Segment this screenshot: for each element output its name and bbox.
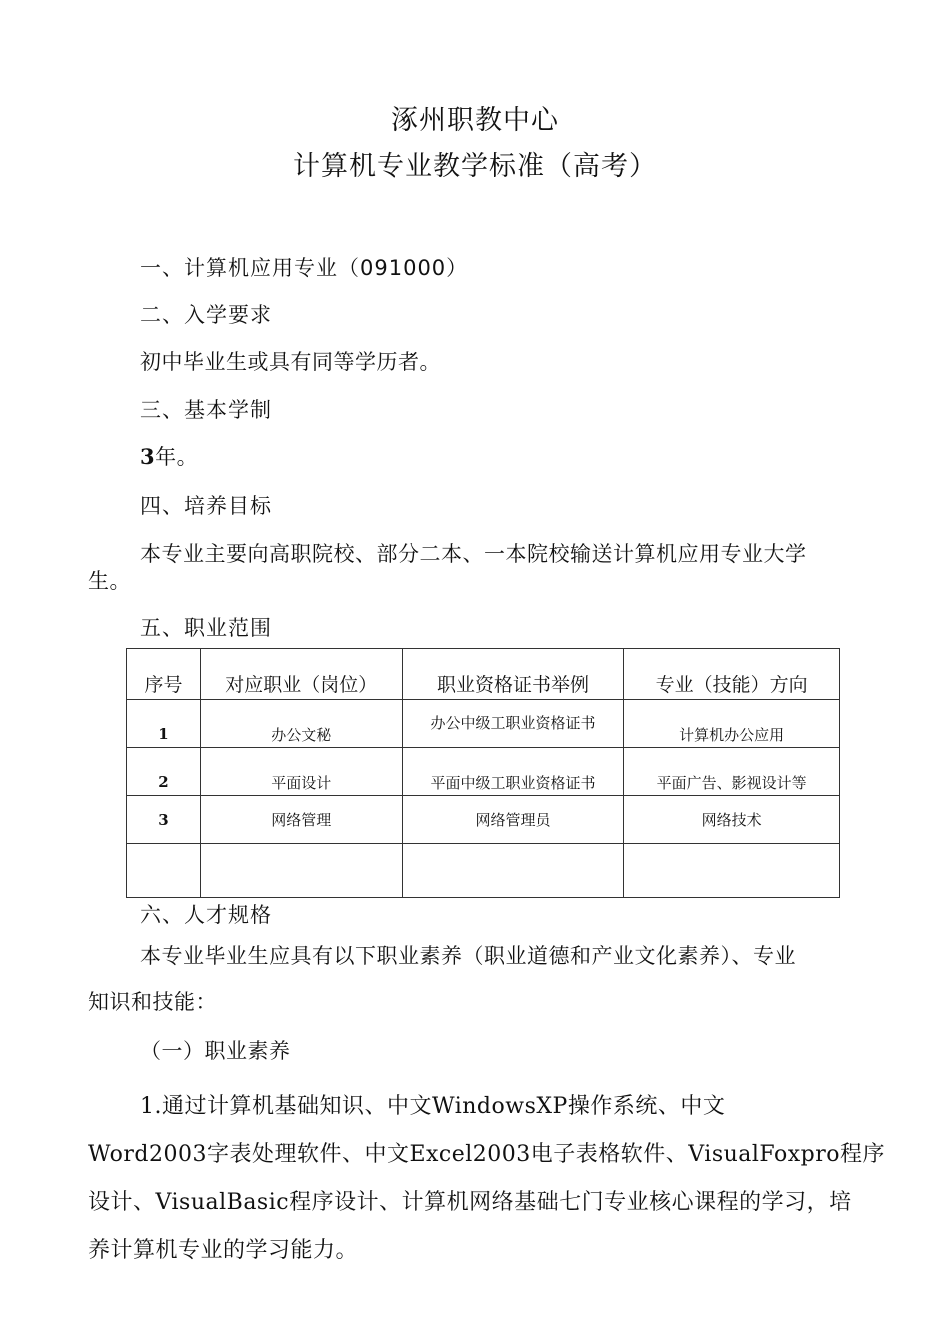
table-cell: 网络管理	[200, 796, 402, 844]
section-heading-5: 五、职业范围	[140, 616, 272, 640]
paragraph-line: 设计、VisualBasic程序设计、计算机网络基础七门专业核心课程的学习，培	[88, 1190, 852, 1215]
section-2-body: 初中毕业生或具有同等学历者。	[140, 350, 441, 374]
table-cell: 计算机办公应用	[624, 700, 840, 748]
section-6-body-line1: 本专业毕业生应具有以下职业素养（职业道德和产业文化素养）、专业	[140, 944, 796, 968]
document-title-line2: 计算机专业教学标准（高考）	[293, 151, 657, 182]
table-cell: 平面设计	[200, 748, 402, 796]
section-6-body-line2: 知识和技能：	[88, 990, 217, 1014]
paragraph-line: Word2003字表处理软件、中文Excel2003电子表格软件、VisualFoxpro程序	[88, 1142, 885, 1167]
document-title-line1: 涿州职教中心	[391, 105, 559, 136]
section-4-body-line2: 生。	[88, 569, 131, 593]
table-cell: 网络管理员	[402, 796, 624, 844]
table-cell: 办公中级工职业资格证书	[402, 700, 624, 748]
table-cell	[200, 844, 402, 898]
duration-number: 3	[140, 444, 156, 469]
table-cell: 平面中级工职业资格证书	[402, 748, 624, 796]
table-row	[127, 700, 840, 748]
paragraph-line: 1.通过计算机基础知识、中文WindowsXP操作系统、中文	[140, 1094, 726, 1119]
table-cell	[402, 844, 624, 898]
table-cell	[624, 844, 840, 898]
section-heading-4: 四、培养目标	[140, 494, 272, 518]
table-header-cell: 序号	[127, 649, 201, 700]
table-cell: 办公文秘	[200, 700, 402, 748]
table-cell: 2	[127, 748, 201, 796]
table-cell: 3	[127, 796, 201, 844]
section-3-body	[140, 441, 198, 471]
career-scope-table	[126, 648, 840, 898]
table-header-row	[127, 649, 840, 700]
table-row	[127, 844, 840, 898]
section-heading-6: 六、人才规格	[140, 903, 272, 927]
table-row	[127, 748, 840, 796]
table-cell: 1	[127, 700, 201, 748]
section-heading-1: 一、计算机应用专业（091000）	[140, 256, 469, 280]
table-header-cell: 专业（技能）方向	[624, 649, 840, 700]
paragraph-line: 养计算机专业的学习能力。	[88, 1238, 359, 1263]
section-heading-2: 二、入学要求	[140, 303, 272, 327]
table-row	[127, 796, 840, 844]
table-cell: 网络技术	[624, 796, 840, 844]
table-cell: 平面广告、影视设计等	[624, 748, 840, 796]
table-header-cell: 职业资格证书举例	[402, 649, 624, 700]
table-header-cell: 对应职业（岗位）	[200, 649, 402, 700]
section-4-body-line1: 本专业主要向高职院校、部分二本、一本院校输送计算机应用专业大学	[140, 542, 807, 566]
duration-unit: 年。	[155, 445, 199, 469]
subsection-heading: （一）职业素养	[140, 1039, 291, 1063]
table-cell	[127, 844, 201, 898]
section-heading-3: 三、基本学制	[140, 398, 272, 422]
